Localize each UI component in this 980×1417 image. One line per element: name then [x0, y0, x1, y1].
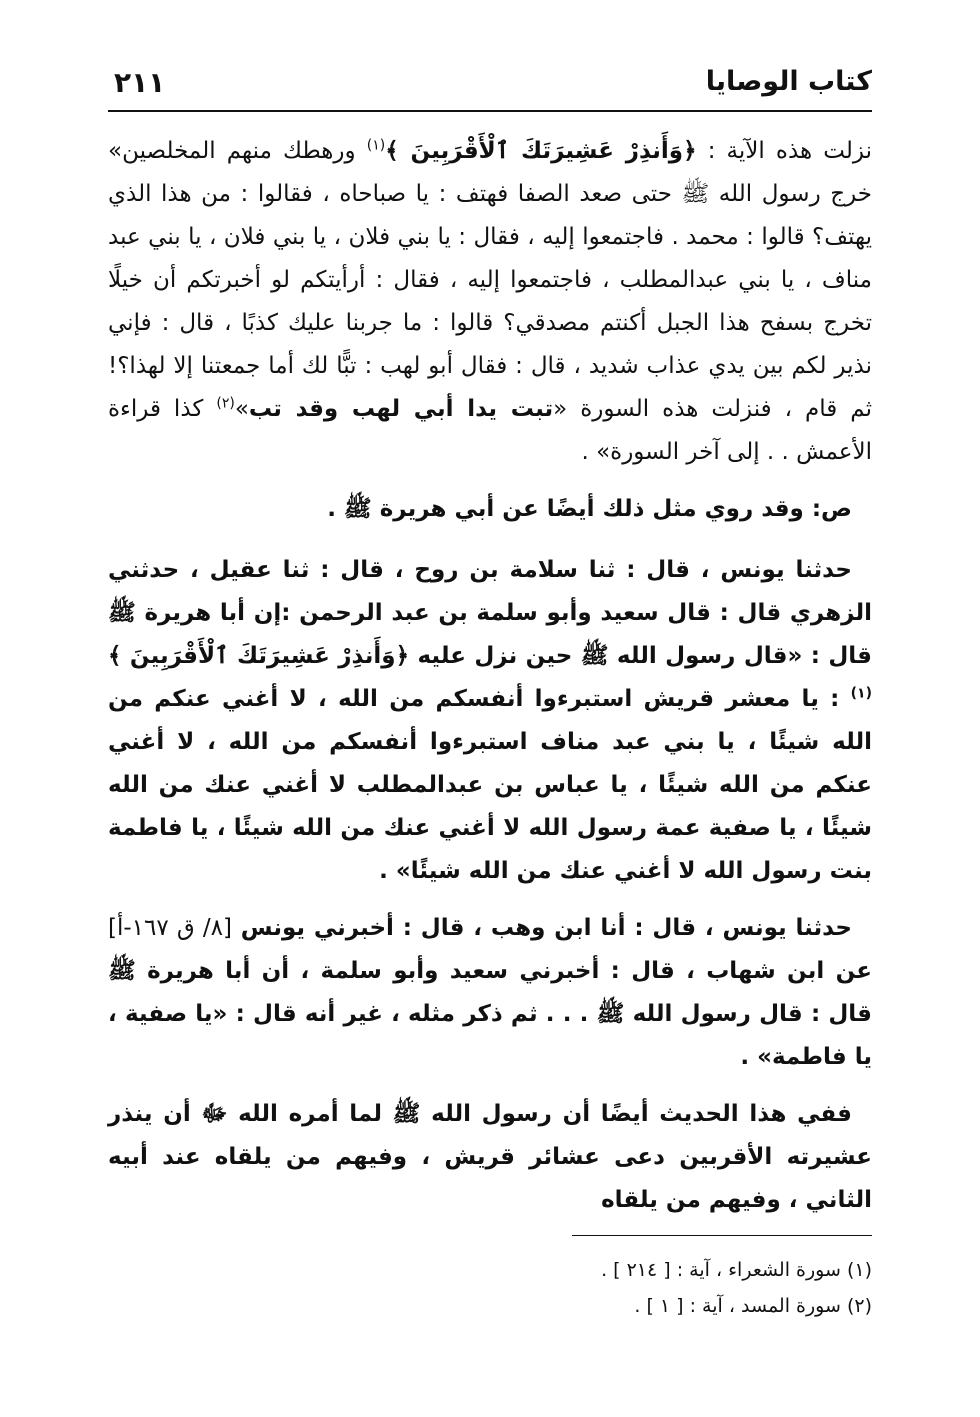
text-segment: ورهطك منهم المخلصين» خرج رسول الله ﷺ حتى صعد الصفا فهتف : يا صباحاه ، فقالوا : من هذا الذي يهتف؟ قالوا : محمد . فاجتمعوا إليه ، فقال : يا بني فلان ، يا بني فلان ، يا بني عبد مناف ، يا بني عبدالمطلب ، فاجتمعوا إليه ، فقال : أرأيتكم لو أخبرتكم أن خيلًا تخرج بسفح هذا الجبل أكنتم مصدقي؟ قالوا : ما جربنا عليك كذبًا ، قال : فإني نذير لكم بين يدي عذاب شديد ، قال : فقال أبو لهب : تبًّا لك أما جمعتنا إلا لهذا؟! ثم قام ، فنزلت هذه السورة «: [108, 138, 872, 422]
text-segment: كذا قراءة الأعمش . . إلى آخر السورة» .: [108, 396, 872, 465]
footnote-separator: [572, 1235, 872, 1236]
text-segment: تبت يدا أبي لهب وقد تب: [248, 396, 554, 422]
paragraph-p1: [108, 130, 872, 474]
main-text: [108, 130, 872, 1222]
footnote-marker: (١): [366, 137, 386, 154]
paragraph-p3: [108, 549, 872, 893]
footnote-marker: (١): [850, 685, 872, 702]
page-number: ٢١١: [114, 66, 166, 99]
text-segment: نزلت هذه الآية :: [696, 138, 872, 164]
header-rule: [108, 110, 872, 112]
page-header: [108, 58, 872, 110]
footnote-1: (١) سورة الشعراء ، آية : [ ٢١٤ ] .: [601, 1259, 872, 1281]
footnote-2: (٢) سورة المسد ، آية : [ ١ ] .: [634, 1295, 872, 1317]
paragraph-p2: [108, 488, 872, 531]
footnote-marker: (٢): [216, 395, 235, 412]
text-segment: »: [234, 396, 249, 422]
footnotes: [108, 1252, 872, 1324]
text-segment: [٨/ ق ١٦٧-أ]: [108, 915, 232, 941]
text-segment: ص: وقد روي مثل ذلك أيضًا عن أبي هريرة ﷺ .: [327, 496, 852, 522]
text-segment: عن ابن شهاب ، قال : أخبرني سعيد وأبو سلمة ، أن أبا هريرة ﷺ قال : قال رسول الله ﷺ . . . ثم ذكر مثله ، غير أنه قال : «يا صفية ، يا فاطمة» .: [108, 958, 872, 1070]
book-title: كتاب الوصايا: [705, 66, 872, 97]
text-segment: حدثنا يونس ، قال : أنا ابن وهب ، قال : أخبرني يونس: [231, 915, 853, 941]
paragraph-p4: [108, 907, 872, 1079]
paragraph-p5: [108, 1093, 872, 1222]
text-segment: حدثنا يونس ، قال : ثنا سلامة بن روح ، قال : ثنا عقيل ، حدثني الزهري قال : قال سعيد وأبو سلمة بن عبد الرحمن :إن أبا هريرة ﷺ قال : «قال رسول الله ﷺ حين نزل عليه ﴿وَأَنذِرْ عَشِيرَتَكَ ٱلْأَقْرَبِينَ ﴾: [108, 557, 872, 669]
text-segment: ﴿وَأَنذِرْ عَشِيرَتَكَ ٱلْأَقْرَبِينَ ﴾: [385, 138, 697, 164]
text-segment: : يا معشر قريش استبرءوا أنفسكم من الله ، لا أغني عنكم من الله شيئًا ، يا بني عبد مناف استبرءوا أنفسكم من الله ، لا أغني عنكم من الله شيئًا ، يا عباس بن عبدالمطلب لا أغني عنك من الله شيئًا ، يا صفية عمة رسول الله لا أغني عنك من الله شيئًا ، يا فاطمة بنت رسول الله لا أغني عنك من الله شيئًا» .: [108, 686, 872, 884]
text-segment: ففي هذا الحديث أيضًا أن رسول الله ﷺ لما أمره الله ﷻ أن ينذر عشيرته الأقربين دعى عشائر قريش ، وفيهم من يلقاه عند أبيه الثاني ، وفيهم من يلقاه: [108, 1101, 872, 1213]
